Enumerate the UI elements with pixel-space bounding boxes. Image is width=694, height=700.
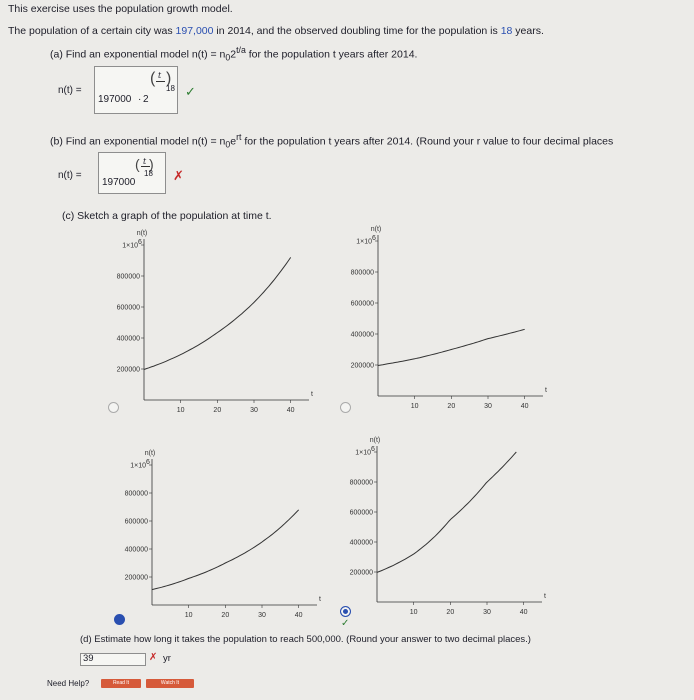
paren-left: ( bbox=[150, 70, 156, 87]
part-a-correct-icon: ✓ bbox=[185, 84, 196, 99]
part-d-answer-input[interactable] bbox=[80, 653, 146, 666]
part-a-base: 2 bbox=[230, 48, 237, 61]
part-d-incorrect-icon: ✗ bbox=[149, 652, 158, 663]
y-tick-top: 1×10 bbox=[356, 238, 372, 246]
y-tick-top-exp: 6 bbox=[372, 235, 376, 242]
paren-right: ) bbox=[166, 70, 172, 87]
graph-3-svg bbox=[116, 452, 336, 622]
problem-pre: The population of a certain city was bbox=[8, 25, 176, 37]
x-tick-label: 20 bbox=[221, 612, 230, 619]
graph-2-svg bbox=[346, 226, 566, 416]
y-tick-label: 200000 bbox=[349, 569, 373, 577]
part-a-frac-num: t bbox=[158, 71, 162, 80]
x-tick-label: 40 bbox=[286, 407, 295, 414]
x-axis-label: t bbox=[544, 593, 546, 600]
paren-right-b: ) bbox=[149, 156, 154, 172]
part-b-incorrect-icon: ✗ bbox=[173, 168, 184, 183]
graph-1-svg bbox=[108, 228, 328, 418]
x-tick-label: 10 bbox=[176, 407, 185, 414]
y-tick-top: 1×10 bbox=[122, 242, 138, 250]
part-a-prompt bbox=[50, 45, 417, 63]
y-axis-label: n(t) bbox=[136, 230, 148, 237]
part-a-suffix: for the population t years after 2014. bbox=[245, 48, 418, 61]
part-b-coef: 197000 bbox=[102, 177, 136, 188]
part-d-prompt: (d) Estimate how long it takes the population to reach 500,000. (Round your answer to two decimal places.) bbox=[80, 634, 531, 645]
problem-mid: in 2014, and the observed doubling time for the population is bbox=[213, 25, 501, 37]
part-d-answer-value: 39 bbox=[83, 653, 94, 664]
part-a-sub: 0 bbox=[225, 52, 231, 63]
watch-it-button[interactable]: Watch It bbox=[146, 679, 194, 688]
y-tick-label: 400000 bbox=[349, 539, 373, 547]
y-tick-label: 600000 bbox=[124, 518, 148, 526]
graph-2-curve bbox=[378, 329, 525, 365]
intro-text: This exercise uses the population growth model. bbox=[8, 3, 233, 15]
initial-population: 197,000 bbox=[175, 25, 214, 37]
y-tick-top-exp: 6 bbox=[371, 446, 375, 453]
graph-1-radio[interactable] bbox=[108, 402, 119, 413]
y-tick-label: 200000 bbox=[116, 366, 140, 374]
x-tick-label: 10 bbox=[184, 612, 193, 619]
part-b-sub: 0 bbox=[225, 139, 231, 150]
y-tick-label: 400000 bbox=[124, 546, 148, 554]
part-b-prefix: (b) Find an exponential model n(t) = n bbox=[50, 135, 226, 148]
graph-4-curve bbox=[377, 452, 516, 572]
x-tick-label: 20 bbox=[446, 609, 455, 616]
y-tick-label: 800000 bbox=[350, 269, 374, 277]
y-tick-label: 800000 bbox=[349, 479, 373, 487]
part-b-exp: rt bbox=[236, 132, 242, 142]
y-tick-label: 600000 bbox=[116, 304, 140, 312]
y-tick-top-exp: 6 bbox=[138, 239, 142, 246]
y-tick-top-exp: 6 bbox=[146, 459, 150, 466]
x-tick-label: 40 bbox=[519, 609, 528, 616]
y-tick-label: 200000 bbox=[350, 362, 374, 370]
graph-2-radio[interactable] bbox=[340, 402, 351, 413]
y-tick-label: 800000 bbox=[124, 490, 148, 498]
graph-1-curve bbox=[144, 257, 291, 369]
part-a-frac-den: 18 bbox=[166, 84, 175, 93]
x-tick-label: 30 bbox=[483, 609, 491, 616]
part-d-unit: yr bbox=[163, 653, 171, 664]
y-tick-label: 400000 bbox=[350, 331, 374, 339]
read-it-button[interactable]: Read It bbox=[101, 679, 141, 688]
x-axis-label: t bbox=[319, 596, 321, 603]
y-tick-label: 800000 bbox=[116, 273, 140, 281]
paren-left-b: ( bbox=[135, 156, 140, 172]
x-tick-label: 10 bbox=[409, 609, 418, 616]
part-a-dot: · bbox=[138, 94, 142, 105]
y-axis-label: n(t) bbox=[144, 450, 156, 457]
part-b-frac-den: 18 bbox=[144, 169, 153, 178]
part-b-answer-box[interactable] bbox=[98, 152, 166, 194]
part-b-suffix: for the population t years after 2014. (Round your r value to four decimal places bbox=[241, 135, 614, 148]
y-tick-label: 200000 bbox=[124, 574, 148, 582]
graph-1 bbox=[108, 228, 328, 421]
part-a-lhs: n(t) = bbox=[58, 85, 82, 96]
x-axis-label: t bbox=[311, 391, 313, 398]
x-tick-label: 30 bbox=[484, 403, 492, 410]
graph-4 bbox=[345, 437, 565, 623]
graph-4-svg bbox=[345, 437, 565, 620]
part-c-correct-icon: ✓ bbox=[341, 618, 350, 629]
part-a-coef: 197000 bbox=[98, 94, 132, 105]
graph-3-radio[interactable] bbox=[114, 614, 125, 625]
part-c-prompt: (c) Sketch a graph of the population at time t. bbox=[62, 210, 272, 222]
part-a-answer-box[interactable] bbox=[94, 66, 178, 114]
x-tick-label: 40 bbox=[520, 403, 529, 410]
x-tick-label: 40 bbox=[294, 612, 303, 619]
y-tick-top: 1×10 bbox=[355, 449, 371, 457]
graph-4-radio[interactable] bbox=[340, 606, 351, 617]
frac-bar bbox=[156, 81, 165, 82]
problem-statement bbox=[8, 25, 544, 37]
x-axis-label: t bbox=[545, 387, 547, 394]
part-b-base: e bbox=[230, 135, 237, 148]
part-b-frac-num: t bbox=[143, 157, 147, 166]
x-tick-label: 20 bbox=[213, 407, 222, 414]
x-tick-label: 30 bbox=[258, 612, 266, 619]
part-b-prompt bbox=[50, 132, 613, 150]
doubling-time: 18 bbox=[500, 25, 513, 37]
graph-3 bbox=[116, 452, 336, 625]
graph-3-curve bbox=[152, 510, 299, 590]
y-tick-top: 1×10 bbox=[130, 462, 146, 470]
x-tick-label: 20 bbox=[447, 403, 456, 410]
part-b-lhs: n(t) = bbox=[58, 170, 82, 181]
y-axis-label: n(t) bbox=[370, 226, 382, 233]
y-tick-label: 600000 bbox=[349, 509, 373, 517]
x-tick-label: 30 bbox=[250, 407, 258, 414]
part-a-base-value: 2 bbox=[143, 94, 149, 105]
part-a-exp: t/a bbox=[236, 45, 246, 55]
y-tick-label: 600000 bbox=[350, 300, 374, 308]
part-a-prefix: (a) Find an exponential model n(t) = n bbox=[50, 48, 226, 61]
problem-post: years. bbox=[512, 25, 544, 37]
graph-2 bbox=[346, 226, 566, 419]
y-axis-label: n(t) bbox=[369, 437, 381, 444]
y-tick-label: 400000 bbox=[116, 335, 140, 343]
need-help-label: Need Help? bbox=[47, 679, 90, 688]
x-tick-label: 10 bbox=[410, 403, 419, 410]
